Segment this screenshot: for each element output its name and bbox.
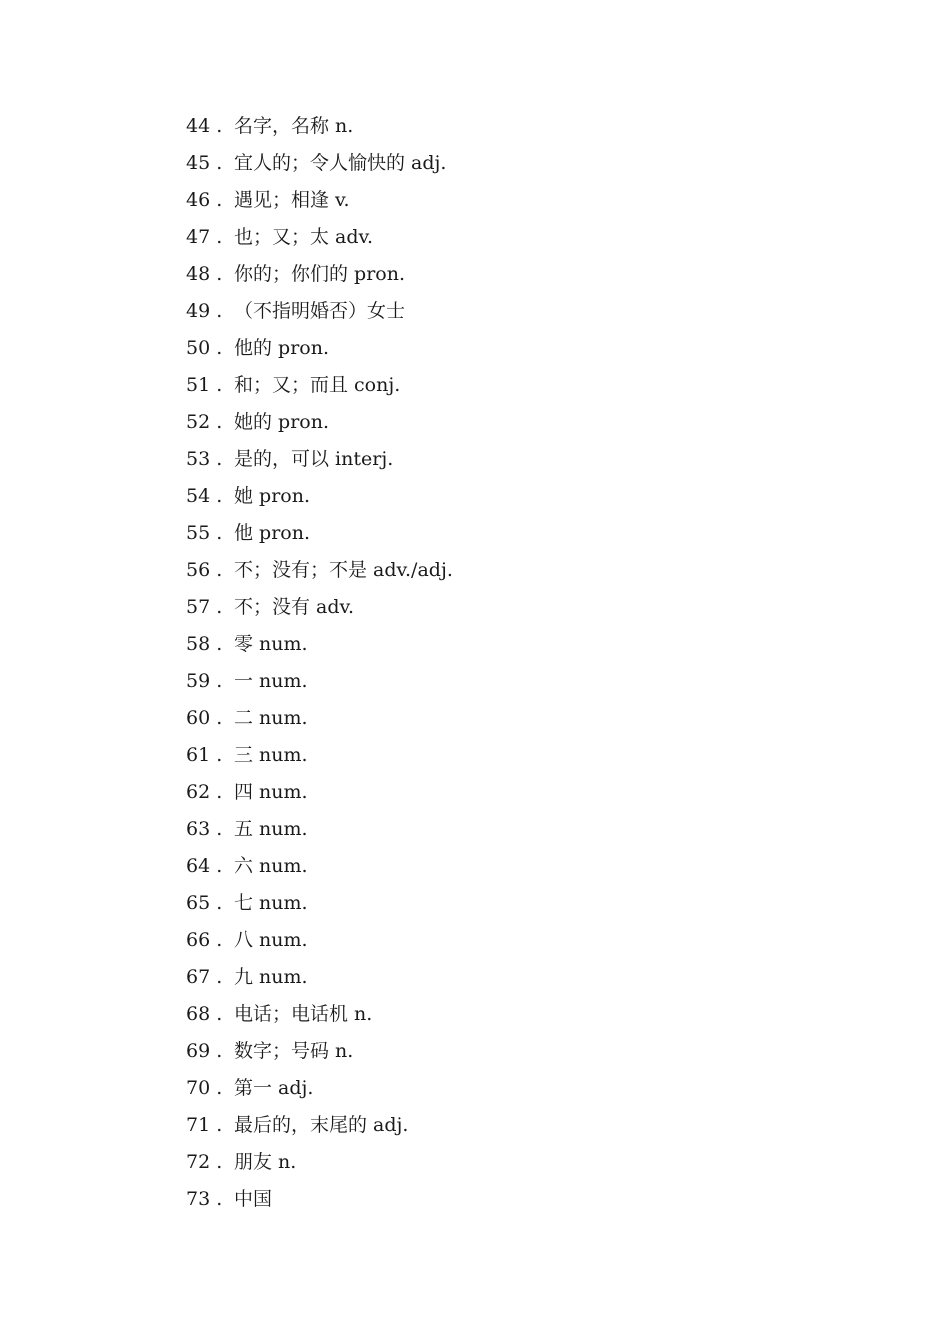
item-number: 68 . [186,1003,223,1025]
item-definition: 和；又；而且 conj. [234,374,401,396]
list-item [186,404,453,441]
list-item [186,1144,453,1181]
item-number: 69 . [186,1040,223,1062]
item-number: 44 . [186,115,223,137]
list-item [186,330,453,367]
item-number: 46 . [186,189,223,211]
item-number: 51 . [186,374,223,396]
item-definition: 是的，可以 interj. [234,448,394,470]
item-definition: 六 num. [234,855,308,877]
item-definition: 名字，名称 n. [234,115,354,137]
item-definition: 五 num. [234,818,308,840]
item-definition: 也；又；太 adv. [234,226,374,248]
item-definition: 第一 adj. [234,1077,314,1099]
list-item [186,1033,453,1070]
list-item [186,626,453,663]
list-item [186,885,453,922]
item-definition: 电话；电话机 n. [234,1003,373,1025]
item-definition: 最后的，末尾的 adj. [234,1114,409,1136]
item-definition: 八 num. [234,929,308,951]
list-item [186,256,453,293]
list-item [186,959,453,996]
item-definition: 七 num. [234,892,308,914]
item-number: 72 . [186,1151,223,1173]
item-number: 63 . [186,818,223,840]
list-item [186,1181,453,1218]
item-number: 65 . [186,892,223,914]
list-item [186,1070,453,1107]
list-item [186,774,453,811]
item-number: 48 . [186,263,223,285]
item-number: 59 . [186,670,223,692]
list-item [186,663,453,700]
list-item [186,145,453,182]
item-definition: 四 num. [234,781,308,803]
list-item [186,848,453,885]
vocabulary-list [186,108,453,1218]
list-item [186,737,453,774]
list-item [186,182,453,219]
item-number: 57 . [186,596,223,618]
list-item [186,811,453,848]
item-definition: 宜人的；令人愉快的 adj. [234,152,447,174]
item-definition: （不指明婚否）女士 [234,300,406,322]
item-number: 58 . [186,633,223,655]
list-item [186,219,453,256]
item-number: 54 . [186,485,223,507]
item-number: 50 . [186,337,223,359]
item-definition: 零 num. [234,633,308,655]
item-number: 61 . [186,744,223,766]
list-item [186,922,453,959]
item-definition: 数字；号码 n. [234,1040,354,1062]
item-number: 64 . [186,855,223,877]
item-definition: 九 num. [234,966,308,988]
item-definition: 不；没有；不是 adv./adj. [234,559,453,581]
item-number: 52 . [186,411,223,433]
list-item [186,108,453,145]
list-item [186,552,453,589]
item-definition: 三 num. [234,744,308,766]
list-item [186,293,453,330]
item-number: 56 . [186,559,223,581]
item-number: 60 . [186,707,223,729]
item-definition: 他的 pron. [234,337,330,359]
item-definition: 你的；你们的 pron. [234,263,406,285]
item-number: 66 . [186,929,223,951]
item-number: 45 . [186,152,223,174]
item-definition: 遇见；相逢 v. [234,189,350,211]
list-item [186,996,453,1033]
item-definition: 中国 [234,1188,273,1210]
list-item [186,367,453,404]
item-number: 70 . [186,1077,223,1099]
item-definition: 她 pron. [234,485,311,507]
list-item [186,478,453,515]
item-definition: 他 pron. [234,522,311,544]
item-number: 71 . [186,1114,223,1136]
item-number: 73 . [186,1188,223,1210]
item-definition: 二 num. [234,707,308,729]
item-number: 55 . [186,522,223,544]
list-item [186,515,453,552]
item-number: 53 . [186,448,223,470]
list-item [186,589,453,626]
item-number: 62 . [186,781,223,803]
item-number: 67 . [186,966,223,988]
item-definition: 不；没有 adv. [234,596,355,618]
item-number: 49 . [186,300,223,322]
item-number: 47 . [186,226,223,248]
item-definition: 朋友 n. [234,1151,297,1173]
item-definition: 她的 pron. [234,411,330,433]
list-item [186,441,453,478]
list-item [186,1107,453,1144]
item-definition: 一 num. [234,670,308,692]
list-item [186,700,453,737]
